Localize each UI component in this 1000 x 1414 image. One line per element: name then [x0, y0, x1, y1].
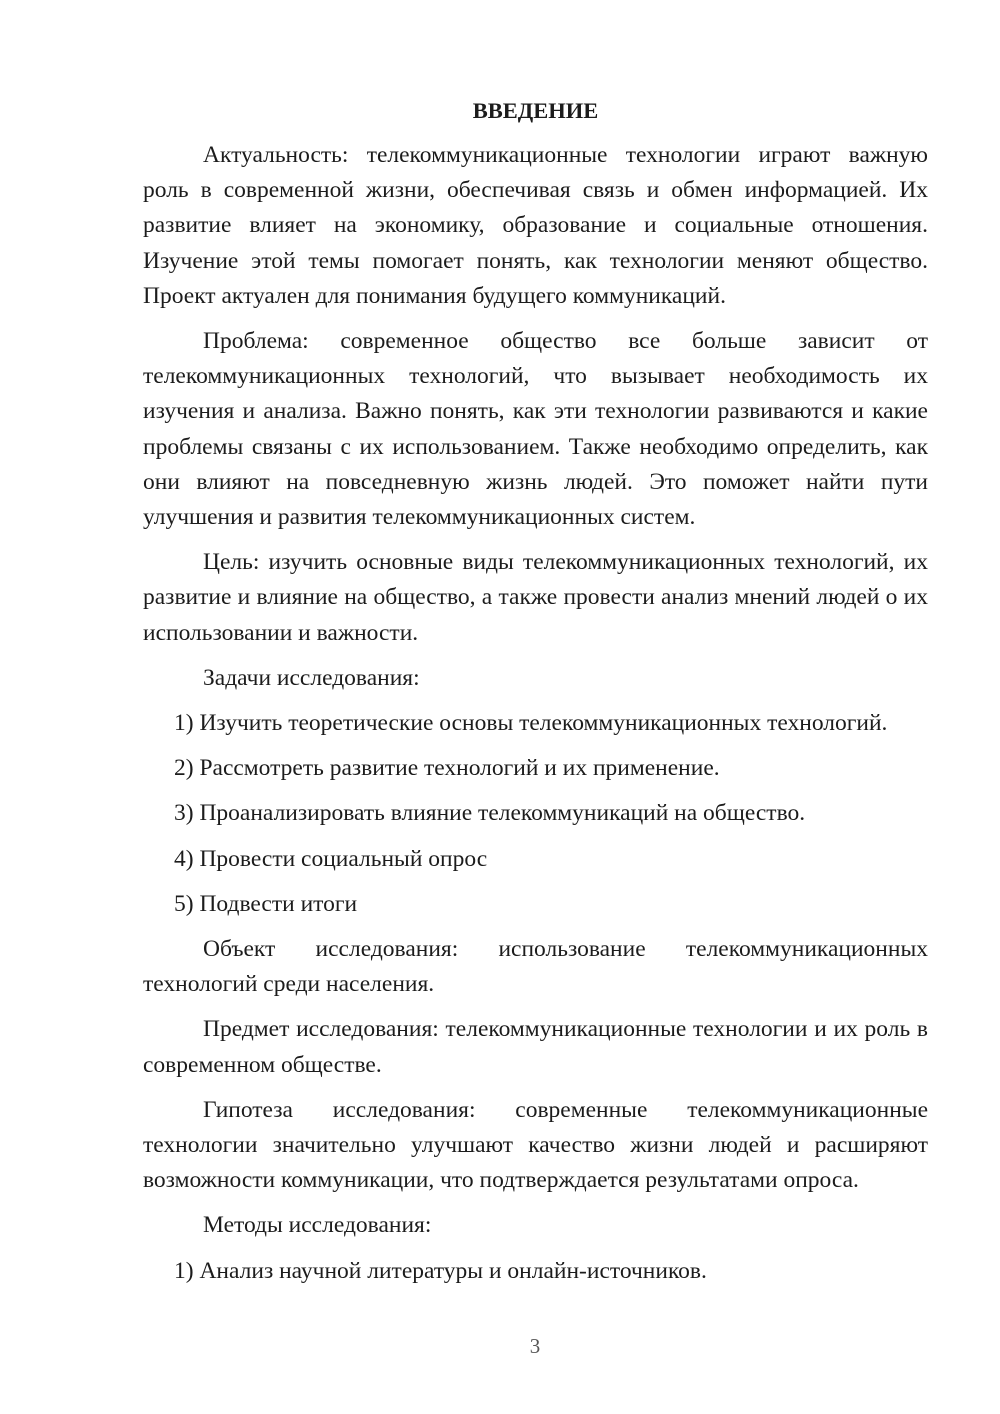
tasks-heading: Задачи исследования: [203, 664, 420, 691]
subject-paragraph: Предмет исследования: телекоммуникационные технологии и их роль в современном обществе. [143, 1016, 928, 1078]
task-item: 4) Провести социальный опрос [174, 845, 488, 872]
task-item: 3) Проанализировать влияние телекоммуникаций на общество. [174, 800, 806, 827]
problem-paragraph: Проблема: современное общество все больше зависит от телекоммуникационных технологий, что вызывает необходимость их изучения и анализа. Важно понять, как эти технологии развиваются и какие проблемы связаны с их использованием. Также необходимо определить, как они влияют на повседневную жизнь людей. Это поможет найти пути улучшения и развития телекоммуникационных систем. [143, 328, 928, 531]
section-heading: ВВЕДЕНИЕ [472, 98, 599, 123]
hypothesis-paragraph: Гипотеза исследования: современные телекоммуникационные технологии значительно улучшают качество жизни людей и расширяют возможности коммуникации, что подтверждается результатами опроса. [143, 1096, 928, 1194]
task-item: 1) Изучить теоретические основы телекоммуникационных технологий. [174, 710, 888, 737]
method-item: 1) Анализ научной литературы и онлайн-источников. [174, 1257, 707, 1284]
goal-paragraph: Цель: изучить основные виды телекоммуникационных технологий, их развитие и влияние на общество, а также провести анализ мнений людей о их использовании и важности. [143, 549, 928, 646]
task-item: 2) Рассмотреть развитие технологий и их применение. [174, 755, 720, 782]
page-number: 3 [529, 1334, 541, 1358]
methods-heading: Методы исследования: [203, 1212, 432, 1239]
page-content [143, 94, 928, 1299]
relevance-paragraph: Актуальность: телекоммуникационные технологии играют важную роль в современной жизни, обеспечивая связь и обмен информацией. Их развитие влияет на экономику, образование и социальные отношения. Изучение этой темы помогает понять, как технологии меняют общество. Проект актуален для понимания будущего коммуникаций. [143, 142, 928, 309]
task-item: 5) Подвести итоги [174, 890, 358, 917]
object-paragraph: Объект исследования: использование телекоммуникационных технологий среди населения. [143, 936, 928, 998]
